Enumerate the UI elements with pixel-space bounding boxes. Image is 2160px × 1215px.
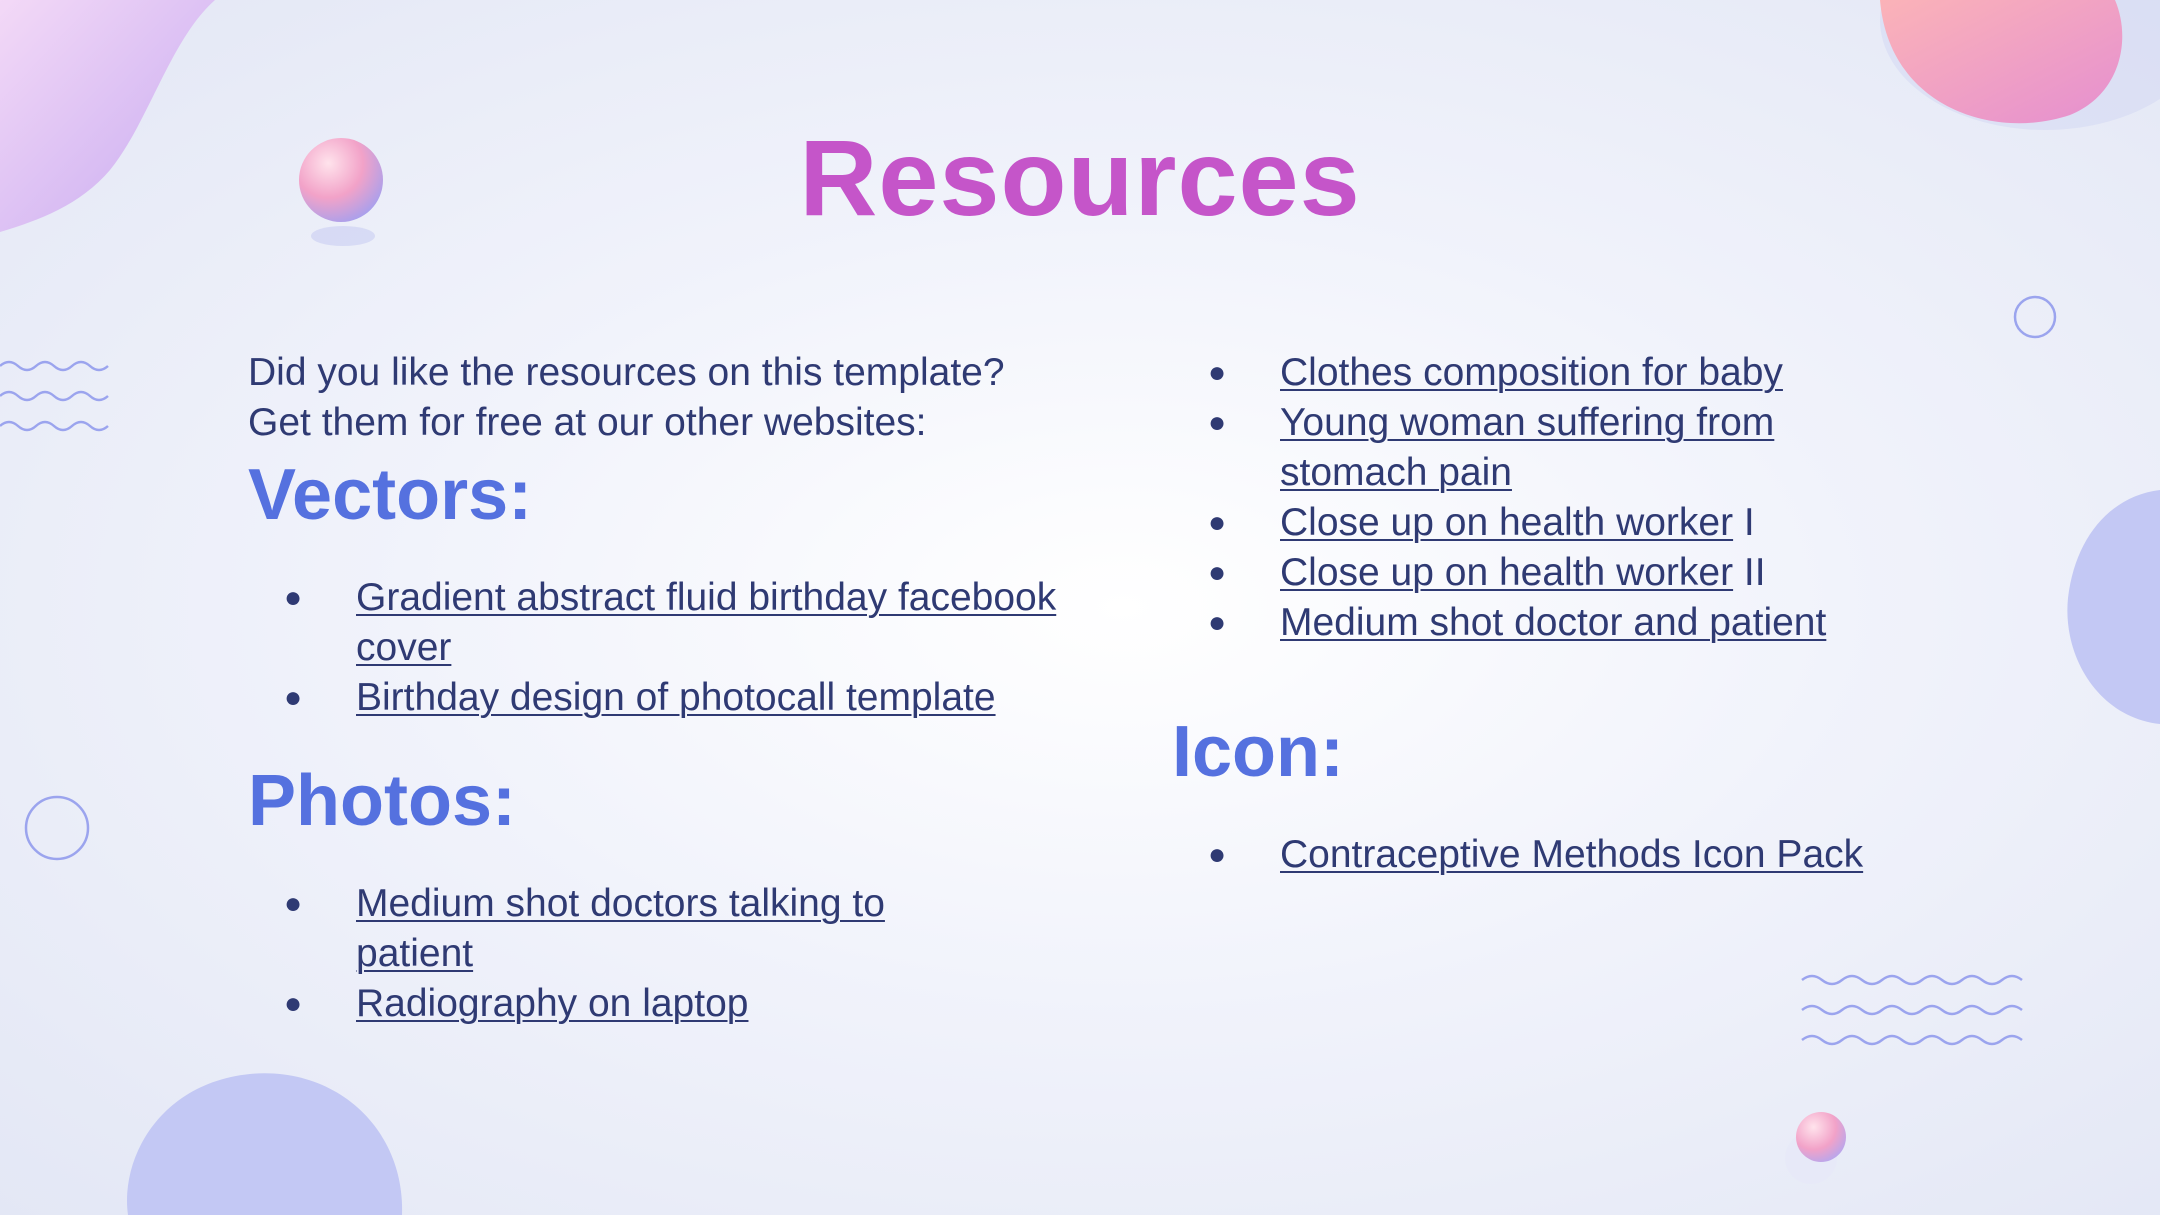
photos-heading: Photos: <box>248 761 516 841</box>
link-gradient-fluid-birthday-cover[interactable]: Gradient abstract fluid birthday facebook cover <box>356 576 1057 669</box>
link-health-worker-1[interactable]: Close up on health worker <box>1280 501 1734 544</box>
bullet-icon: ● <box>284 887 303 920</box>
bullet-icon: ● <box>1208 838 1227 871</box>
ring-left <box>22 793 92 863</box>
page-title: Resources <box>799 117 1361 238</box>
wave-lines-right <box>1800 972 2035 1052</box>
link-doctor-and-patient[interactable]: Medium shot doctor and patient <box>1280 601 1827 644</box>
link-woman-stomach-pain[interactable]: Young woman suffering from stomach pain <box>1280 401 1775 494</box>
link-health-worker-2[interactable]: Close up on health worker <box>1280 551 1734 594</box>
bullet-icon: ● <box>284 581 303 614</box>
icon-list <box>1172 830 2032 880</box>
link-doctors-talking-to-patient[interactable]: Medium shot doctors talking to patient <box>356 882 885 975</box>
vectors-list <box>248 573 1068 723</box>
list-item <box>1172 598 1832 648</box>
left-column <box>248 348 1068 1029</box>
link-clothes-composition-baby[interactable]: Clothes composition for baby <box>1280 351 1783 394</box>
right-column <box>1172 348 2032 880</box>
list-item <box>248 573 1068 673</box>
bullet-icon: ● <box>1208 406 1227 439</box>
sphere-bottom-right <box>1775 1100 1855 1190</box>
wave-lines-left <box>0 358 110 438</box>
bottom-left-blob <box>120 1068 410 1215</box>
bullet-icon: ● <box>1208 506 1227 539</box>
link-birthday-photocall-template[interactable]: Birthday design of photocall template <box>356 676 996 719</box>
list-item <box>1172 830 2032 880</box>
link-suffix: II <box>1733 551 1766 594</box>
bullet-icon: ● <box>284 681 303 714</box>
link-contraceptive-icon-pack[interactable]: Contraceptive Methods Icon Pack <box>1280 833 1864 876</box>
photos-list-right <box>1172 348 1832 648</box>
ring-top-right <box>2010 292 2060 342</box>
icon-heading: Icon: <box>1172 712 1344 792</box>
list-item <box>248 879 988 979</box>
list-item <box>1172 498 1832 548</box>
photos-list-left <box>248 879 988 1029</box>
bullet-icon: ● <box>284 987 303 1020</box>
intro-text: Did you like the resources on this template? Get them for free at our other websites: <box>248 351 1005 444</box>
list-item <box>1172 548 1832 598</box>
link-suffix: I <box>1733 501 1755 544</box>
bullet-icon: ● <box>1208 606 1227 639</box>
right-edge-blob <box>2030 488 2160 728</box>
link-radiography-on-laptop[interactable]: Radiography on laptop <box>356 982 749 1025</box>
bullet-icon: ● <box>1208 356 1227 389</box>
bullet-icon: ● <box>1208 556 1227 589</box>
list-item <box>1172 348 1832 398</box>
list-item <box>248 673 1068 723</box>
list-item <box>1172 398 1832 498</box>
vectors-heading: Vectors: <box>248 455 533 535</box>
list-item <box>248 979 988 1029</box>
